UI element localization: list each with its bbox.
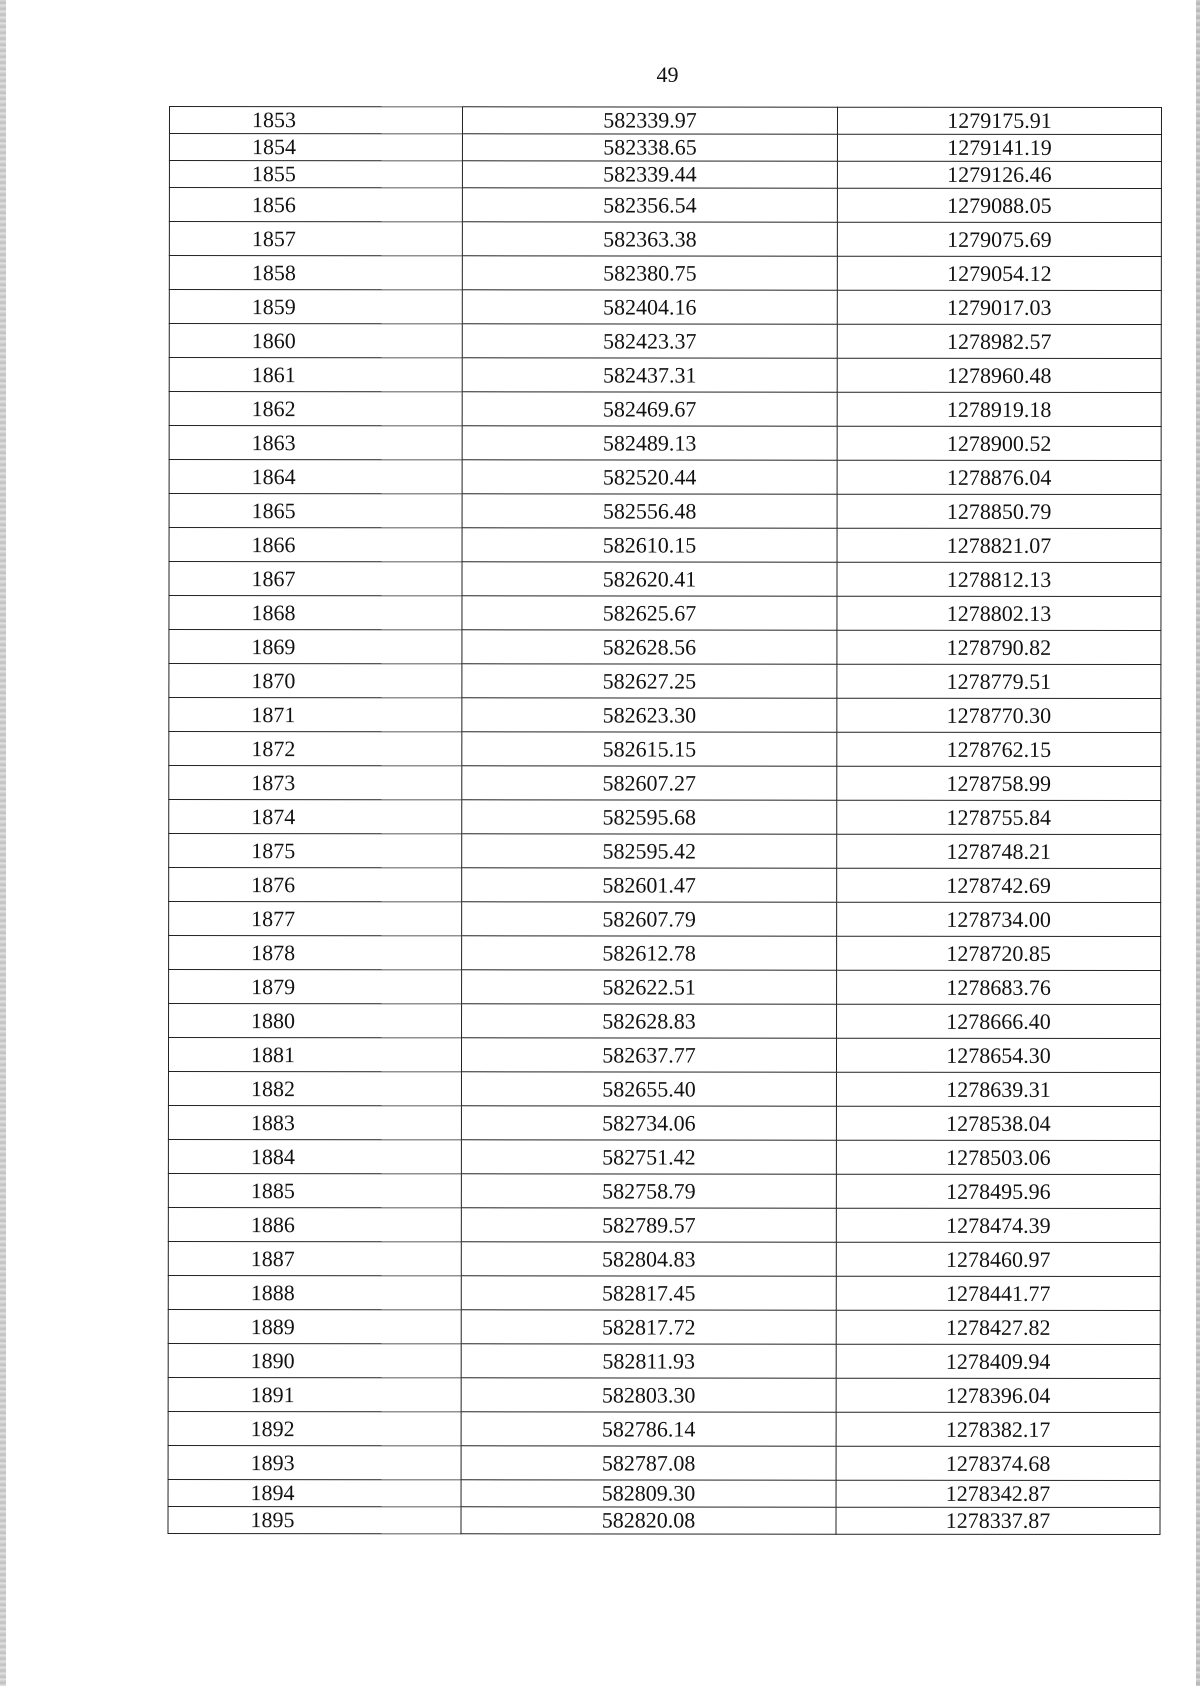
table-row: [168, 1506, 1160, 1534]
table-row: [169, 766, 1161, 801]
table-row: [169, 800, 1161, 835]
point-number-cell: 1883: [168, 1106, 461, 1140]
x-coordinate-cell: 582607.27: [462, 766, 837, 800]
coordinates-table-body: [168, 107, 1161, 1535]
point-number-cell: 1884: [168, 1140, 461, 1174]
x-coordinate-cell: 582809.30: [461, 1480, 836, 1507]
y-coordinate-cell: 1278342.87: [836, 1480, 1160, 1507]
y-coordinate-cell: 1278495.96: [836, 1174, 1160, 1208]
x-coordinate-cell: 582615.15: [462, 732, 837, 766]
table-row: [168, 1173, 1160, 1208]
x-coordinate-cell: 582627.25: [462, 664, 837, 698]
point-number-cell: 1857: [169, 222, 462, 256]
table-row: [169, 732, 1161, 767]
y-coordinate-cell: 1278396.04: [836, 1378, 1160, 1412]
x-coordinate-cell: 582601.47: [462, 868, 837, 902]
y-coordinate-cell: 1278779.51: [837, 664, 1161, 698]
y-coordinate-cell: 1278474.39: [836, 1208, 1160, 1242]
y-coordinate-cell: 1278919.18: [837, 392, 1161, 426]
y-coordinate-cell: 1278802.13: [837, 596, 1161, 630]
table-row: [169, 528, 1161, 563]
y-coordinate-cell: 1278821.07: [837, 528, 1161, 562]
y-coordinate-cell: 1278876.04: [837, 460, 1161, 494]
y-coordinate-cell: 1278666.40: [837, 1004, 1161, 1038]
point-number-cell: 1874: [169, 800, 462, 834]
y-coordinate-cell: 1278758.99: [837, 766, 1161, 800]
point-number-cell: 1870: [169, 664, 462, 698]
point-number-cell: 1876: [169, 868, 462, 902]
table-row: [168, 1309, 1160, 1344]
point-number-cell: 1854: [169, 134, 462, 161]
x-coordinate-cell: 582804.83: [461, 1242, 836, 1276]
point-number-cell: 1862: [169, 392, 462, 426]
table-row: [169, 494, 1161, 529]
point-number-cell: 1875: [169, 834, 462, 868]
x-coordinate-cell: 582622.51: [462, 970, 837, 1004]
point-number-cell: 1868: [169, 596, 462, 630]
x-coordinate-cell: 582469.67: [462, 392, 837, 426]
y-coordinate-cell: 1279126.46: [837, 161, 1161, 188]
table-row: [168, 1038, 1160, 1073]
x-coordinate-cell: 582623.30: [462, 698, 837, 732]
table-row: [169, 834, 1161, 869]
y-coordinate-cell: 1278790.82: [837, 630, 1161, 664]
y-coordinate-cell: 1278734.00: [837, 902, 1161, 936]
table-row: [169, 936, 1161, 971]
y-coordinate-cell: 1278762.15: [837, 732, 1161, 766]
y-coordinate-cell: 1278982.57: [837, 324, 1161, 358]
y-coordinate-cell: 1278755.84: [837, 800, 1161, 834]
table-row: [168, 1241, 1160, 1276]
x-coordinate-cell: 582655.40: [461, 1072, 836, 1106]
y-coordinate-cell: 1278441.77: [836, 1276, 1160, 1310]
page-number: 49: [656, 62, 679, 87]
x-coordinate-cell: 582520.44: [462, 460, 837, 494]
x-coordinate-cell: 582817.72: [461, 1310, 836, 1344]
y-coordinate-cell: 1278654.30: [836, 1038, 1160, 1072]
point-number-cell: 1888: [168, 1275, 461, 1309]
point-number-cell: 1889: [168, 1309, 461, 1343]
x-coordinate-cell: 582637.77: [461, 1038, 836, 1072]
x-coordinate-cell: 582423.37: [462, 324, 837, 358]
y-coordinate-cell: 1278683.76: [837, 970, 1161, 1004]
table-row: [168, 1479, 1160, 1507]
point-number-cell: 1894: [168, 1479, 461, 1506]
table-row: [169, 460, 1161, 495]
point-number-cell: 1880: [169, 1004, 462, 1038]
point-number-cell: 1855: [169, 161, 462, 188]
table-row: [168, 1411, 1160, 1446]
x-coordinate-cell: 582625.67: [462, 596, 837, 630]
x-coordinate-cell: 582734.06: [461, 1106, 836, 1140]
x-coordinate-cell: 582820.08: [461, 1507, 836, 1534]
point-number-cell: 1864: [169, 460, 462, 494]
table-row: [168, 1275, 1160, 1310]
x-coordinate-cell: 582787.08: [461, 1446, 836, 1480]
x-coordinate-cell: 582811.93: [461, 1344, 836, 1378]
y-coordinate-cell: 1278850.79: [837, 494, 1161, 528]
table-row: [168, 1377, 1160, 1412]
y-coordinate-cell: 1279075.69: [837, 222, 1161, 256]
scan-edge-left: [0, 0, 6, 1686]
point-number-cell: 1869: [169, 630, 462, 664]
table-row: [169, 596, 1161, 631]
table-row: [168, 1106, 1160, 1141]
point-number-cell: 1858: [169, 256, 462, 290]
x-coordinate-cell: 582803.30: [461, 1378, 836, 1412]
table-row: [169, 868, 1161, 903]
y-coordinate-cell: 1278382.17: [836, 1412, 1160, 1446]
table-row: [168, 1445, 1160, 1480]
point-number-cell: 1891: [168, 1377, 461, 1411]
y-coordinate-cell: 1278770.30: [837, 698, 1161, 732]
point-number-cell: 1866: [169, 528, 462, 562]
y-coordinate-cell: 1278503.06: [836, 1140, 1160, 1174]
table-row: [169, 188, 1161, 223]
y-coordinate-cell: 1278538.04: [836, 1106, 1160, 1140]
x-coordinate-cell: 582751.42: [461, 1140, 836, 1174]
y-coordinate-cell: 1279017.03: [837, 290, 1161, 324]
point-number-cell: 1873: [169, 766, 462, 800]
table-row: [169, 970, 1161, 1005]
table-row: [169, 134, 1161, 162]
x-coordinate-cell: 582786.14: [461, 1412, 836, 1446]
point-number-cell: 1872: [169, 732, 462, 766]
y-coordinate-cell: 1278748.21: [837, 834, 1161, 868]
x-coordinate-cell: 582789.57: [461, 1208, 836, 1242]
x-coordinate-cell: 582437.31: [462, 358, 837, 392]
x-coordinate-cell: 582817.45: [461, 1276, 836, 1310]
table-row: [169, 562, 1161, 597]
table-row: [169, 290, 1161, 325]
point-number-cell: 1853: [169, 107, 462, 134]
x-coordinate-cell: 582620.41: [462, 562, 837, 596]
x-coordinate-cell: 582489.13: [462, 426, 837, 460]
y-coordinate-cell: 1278900.52: [837, 426, 1161, 460]
x-coordinate-cell: 582610.15: [462, 528, 837, 562]
y-coordinate-cell: 1278409.94: [836, 1344, 1160, 1378]
point-number-cell: 1892: [168, 1411, 461, 1445]
table-row: [168, 1343, 1160, 1378]
y-coordinate-cell: 1279054.12: [837, 256, 1161, 290]
y-coordinate-cell: 1279175.91: [837, 107, 1161, 134]
y-coordinate-cell: 1278720.85: [837, 936, 1161, 970]
point-number-cell: 1893: [168, 1445, 461, 1479]
y-coordinate-cell: 1279088.05: [837, 188, 1161, 222]
x-coordinate-cell: 582338.65: [462, 134, 837, 161]
scan-edge-right: [1196, 0, 1200, 1686]
point-number-cell: 1865: [169, 494, 462, 528]
point-number-cell: 1882: [168, 1072, 461, 1106]
table-row: [169, 698, 1161, 733]
table-row: [169, 902, 1161, 937]
y-coordinate-cell: 1278427.82: [836, 1310, 1160, 1344]
x-coordinate-cell: 582339.97: [462, 107, 837, 134]
x-coordinate-cell: 582339.44: [462, 161, 837, 188]
x-coordinate-cell: 582595.42: [462, 834, 837, 868]
x-coordinate-cell: 582612.78: [462, 936, 837, 970]
point-number-cell: 1856: [169, 188, 462, 222]
table-row: [169, 426, 1161, 461]
point-number-cell: 1860: [169, 324, 462, 358]
x-coordinate-cell: 582356.54: [462, 188, 837, 222]
point-number-cell: 1878: [169, 936, 462, 970]
x-coordinate-cell: 582595.68: [462, 800, 837, 834]
table-row: [169, 664, 1161, 699]
table-row: [169, 222, 1161, 257]
point-number-cell: 1890: [168, 1343, 461, 1377]
table-row: [169, 107, 1161, 135]
point-number-cell: 1863: [169, 426, 462, 460]
point-number-cell: 1861: [169, 358, 462, 392]
y-coordinate-cell: 1278639.31: [836, 1072, 1160, 1106]
point-number-cell: 1877: [169, 902, 462, 936]
table-row: [169, 256, 1161, 291]
table-row: [169, 392, 1161, 427]
x-coordinate-cell: 582628.83: [462, 1004, 837, 1038]
x-coordinate-cell: 582758.79: [461, 1174, 836, 1208]
y-coordinate-cell: 1278960.48: [837, 358, 1161, 392]
table-row: [168, 1072, 1160, 1107]
point-number-cell: 1885: [168, 1173, 461, 1207]
coordinates-table: [168, 106, 1162, 1535]
y-coordinate-cell: 1278742.69: [837, 868, 1161, 902]
x-coordinate-cell: 582363.38: [462, 222, 837, 256]
x-coordinate-cell: 582380.75: [462, 256, 837, 290]
point-number-cell: 1879: [169, 970, 462, 1004]
y-coordinate-cell: 1279141.19: [837, 134, 1161, 161]
point-number-cell: 1871: [169, 698, 462, 732]
table-row: [169, 630, 1161, 665]
table-row: [169, 1004, 1161, 1039]
table-row: [169, 161, 1161, 189]
point-number-cell: 1859: [169, 290, 462, 324]
y-coordinate-cell: 1278812.13: [837, 562, 1161, 596]
y-coordinate-cell: 1278337.87: [836, 1507, 1160, 1534]
table-row: [168, 1140, 1160, 1175]
point-number-cell: 1886: [168, 1207, 461, 1241]
point-number-cell: 1881: [168, 1038, 461, 1072]
point-number-cell: 1867: [169, 562, 462, 596]
y-coordinate-cell: 1278460.97: [836, 1242, 1160, 1276]
point-number-cell: 1895: [168, 1506, 461, 1533]
x-coordinate-cell: 582607.79: [462, 902, 837, 936]
x-coordinate-cell: 582556.48: [462, 494, 837, 528]
y-coordinate-cell: 1278374.68: [836, 1446, 1160, 1480]
table-row: [168, 1207, 1160, 1242]
x-coordinate-cell: 582628.56: [462, 630, 837, 664]
table-row: [169, 358, 1161, 393]
x-coordinate-cell: 582404.16: [462, 290, 837, 324]
point-number-cell: 1887: [168, 1241, 461, 1275]
table-row: [169, 324, 1161, 359]
